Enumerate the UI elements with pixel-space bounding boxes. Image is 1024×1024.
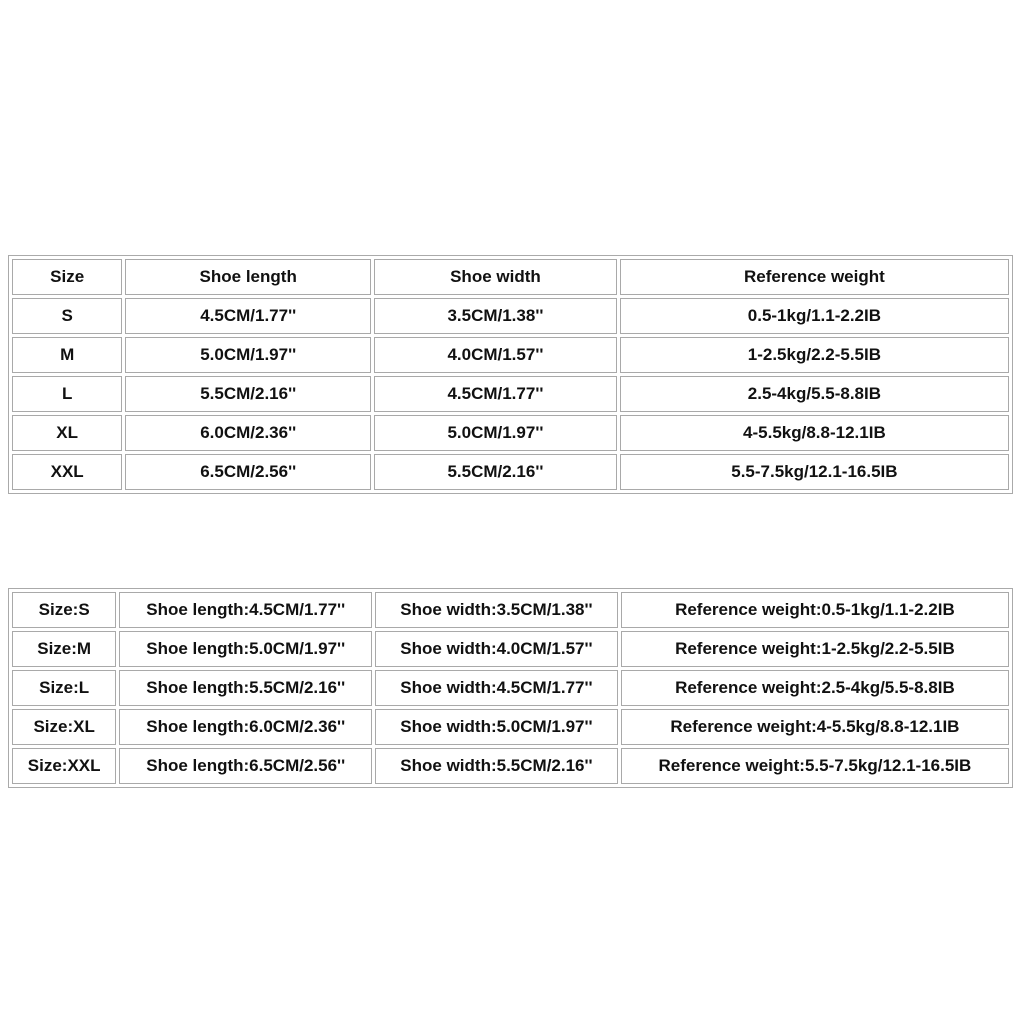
- table-row: [12, 592, 1009, 628]
- cell-size: Size:M: [12, 631, 116, 667]
- cell-reference-weight: 4-5.5kg/8.8-12.1IB: [620, 415, 1009, 451]
- cell-shoe-length: 5.0CM/1.97'': [125, 337, 371, 373]
- cell-size: L: [12, 376, 122, 412]
- table-row: [12, 298, 1009, 334]
- cell-size: S: [12, 298, 122, 334]
- cell-shoe-length: Shoe length:5.5CM/2.16'': [119, 670, 372, 706]
- cell-shoe-length: Shoe length:4.5CM/1.77'': [119, 592, 372, 628]
- cell-shoe-width: 5.0CM/1.97'': [374, 415, 617, 451]
- cell-shoe-width: Shoe width:5.0CM/1.97'': [375, 709, 618, 745]
- header-shoe-width: Shoe width: [374, 259, 617, 295]
- cell-size: Size:XXL: [12, 748, 116, 784]
- cell-reference-weight: 1-2.5kg/2.2-5.5IB: [620, 337, 1009, 373]
- cell-shoe-length: Shoe length:6.5CM/2.56'': [119, 748, 372, 784]
- size-chart-table: [8, 255, 1013, 494]
- table-row: [12, 631, 1009, 667]
- cell-shoe-width: Shoe width:4.5CM/1.77'': [375, 670, 618, 706]
- cell-shoe-width: 4.0CM/1.57'': [374, 337, 617, 373]
- cell-reference-weight: Reference weight:0.5-1kg/1.1-2.2IB: [621, 592, 1009, 628]
- cell-size: Size:XL: [12, 709, 116, 745]
- cell-size: XL: [12, 415, 122, 451]
- cell-reference-weight: 0.5-1kg/1.1-2.2IB: [620, 298, 1009, 334]
- cell-shoe-width: 4.5CM/1.77'': [374, 376, 617, 412]
- table-row: [12, 415, 1009, 451]
- table-row: [12, 709, 1009, 745]
- table-row: [12, 670, 1009, 706]
- cell-reference-weight: 2.5-4kg/5.5-8.8IB: [620, 376, 1009, 412]
- cell-size: XXL: [12, 454, 122, 490]
- cell-shoe-width: Shoe width:3.5CM/1.38'': [375, 592, 618, 628]
- size-chart-table-labeled: [8, 588, 1013, 788]
- cell-shoe-length: 4.5CM/1.77'': [125, 298, 371, 334]
- cell-shoe-length: 6.5CM/2.56'': [125, 454, 371, 490]
- cell-shoe-width: 3.5CM/1.38'': [374, 298, 617, 334]
- cell-reference-weight: Reference weight:4-5.5kg/8.8-12.1IB: [621, 709, 1009, 745]
- cell-reference-weight: Reference weight:1-2.5kg/2.2-5.5IB: [621, 631, 1009, 667]
- cell-shoe-length: Shoe length:6.0CM/2.36'': [119, 709, 372, 745]
- header-shoe-length: Shoe length: [125, 259, 371, 295]
- cell-reference-weight: 5.5-7.5kg/12.1-16.5IB: [620, 454, 1009, 490]
- cell-shoe-width: 5.5CM/2.16'': [374, 454, 617, 490]
- table-row: [12, 748, 1009, 784]
- cell-shoe-length: 6.0CM/2.36'': [125, 415, 371, 451]
- table-header-row: [12, 259, 1009, 295]
- table-row: [12, 454, 1009, 490]
- cell-reference-weight: Reference weight:5.5-7.5kg/12.1-16.5IB: [621, 748, 1009, 784]
- cell-size: Size:S: [12, 592, 116, 628]
- cell-reference-weight: Reference weight:2.5-4kg/5.5-8.8IB: [621, 670, 1009, 706]
- cell-shoe-width: Shoe width:4.0CM/1.57'': [375, 631, 618, 667]
- header-reference-weight: Reference weight: [620, 259, 1009, 295]
- cell-shoe-length: Shoe length:5.0CM/1.97'': [119, 631, 372, 667]
- cell-shoe-length: 5.5CM/2.16'': [125, 376, 371, 412]
- cell-size: Size:L: [12, 670, 116, 706]
- table-row: [12, 337, 1009, 373]
- table-row: [12, 376, 1009, 412]
- header-size: Size: [12, 259, 122, 295]
- cell-shoe-width: Shoe width:5.5CM/2.16'': [375, 748, 618, 784]
- cell-size: M: [12, 337, 122, 373]
